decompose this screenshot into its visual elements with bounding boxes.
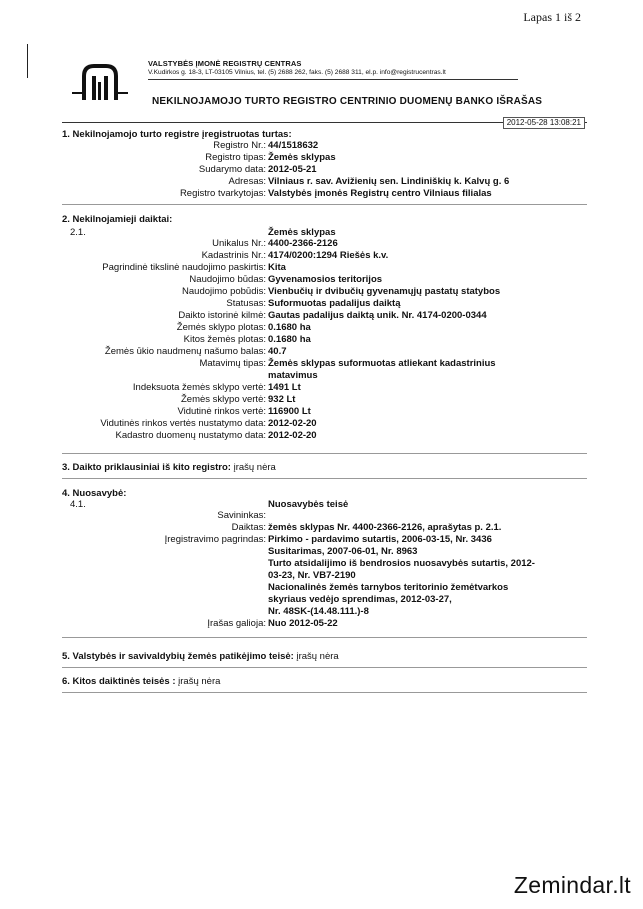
basis-line: Turto atsidalijimo iš bendrosios nuosavybės sutartis, 2012- — [268, 558, 535, 569]
field-label: Registro Nr.: — [213, 140, 266, 151]
field-label: Matavimų tipas: — [199, 358, 266, 369]
field-value: 0.1680 ha — [268, 334, 311, 345]
section3-rule — [62, 478, 587, 479]
field-label: Registro tvarkytojas: — [179, 188, 266, 199]
field-value: Gautas padalijus daiktą unik. Nr. 4174-0200-0344 — [268, 310, 487, 321]
field-label: Vidutinės rinkos vertės nustatymo data: — [100, 418, 266, 429]
field-row — [0, 152, 643, 163]
basis-line-row — [0, 534, 643, 545]
field-row — [0, 382, 643, 393]
basis-line: Pirkimo - pardavimo sutartis, 2006-03-15, Nr. 3436 — [268, 534, 492, 545]
basis-line-row — [0, 570, 643, 581]
section6-heading — [62, 676, 220, 687]
document-title: NEKILNOJAMOJO TURTO REGISTRO CENTRINIO DUOMENŲ BANKO IŠRAŠAS — [152, 96, 543, 107]
field-label: Unikalus Nr.: — [212, 238, 266, 249]
field-value: Gyvenamosios teritorijos — [268, 274, 383, 285]
field-label: Registro tipas: — [205, 152, 266, 163]
section4-rule — [62, 637, 587, 638]
basis-line-row — [0, 546, 643, 557]
field-row — [0, 250, 643, 261]
field-value: 0.1680 ha — [268, 322, 311, 333]
section4-item-number: 4.1. — [70, 499, 86, 510]
section3-heading — [62, 462, 276, 473]
valid-label: Įrašas galioja: — [207, 618, 266, 629]
field-label: Žemės sklypo vertė: — [181, 394, 266, 405]
field-label: Vidutinė rinkos vertė: — [177, 406, 266, 417]
field-value: 4174/0200:1294 Riešės k.v. — [268, 250, 389, 261]
section2-item-number: 2.1. — [70, 227, 86, 238]
object-label: Daiktas: — [231, 522, 266, 533]
field-label: Žemės ūkio naudmenų našumo balas: — [104, 346, 266, 357]
section3-heading-text: 3. Daikto priklausiniai iš kito registro: — [62, 462, 231, 473]
organization-address: V.Kudirkos g. 18-3, LT-03105 Vilnius, tel. (5) 2688 262, faks. (5) 2688 311, el.p. info@registrucentras.lt — [148, 69, 446, 76]
valid-value: Nuo 2012-05-22 — [268, 618, 338, 629]
field-value: 2012-02-20 — [268, 418, 317, 429]
field-value: Kita — [268, 262, 286, 273]
basis-line-row — [0, 558, 643, 569]
basis-line: Nr. 48SK-(14.48.111.)-8 — [268, 606, 369, 617]
field-value: 4400-2366-2126 — [268, 238, 338, 249]
field-label: Naudojimo pobūdis: — [182, 286, 266, 297]
field-value: Žemės sklypas suformuotas atliekant kadastrinius — [268, 358, 496, 369]
field-row — [0, 176, 643, 187]
field-row — [0, 238, 643, 249]
section6-rule — [62, 692, 587, 693]
object-row — [0, 522, 643, 533]
section3-value: įrašų nėra — [233, 462, 276, 473]
field-label: Sudarymo data: — [198, 164, 266, 175]
field-row — [0, 346, 643, 357]
basis-line-row — [0, 606, 643, 617]
field-row-continuation — [0, 370, 643, 381]
field-value: Žemės sklypas — [268, 152, 336, 163]
basis-line-row — [0, 594, 643, 605]
field-label: Kadastro duomenų nustatymo data: — [115, 430, 266, 441]
watermark: Zemindar.lt — [513, 872, 631, 898]
field-value: 116900 Lt — [268, 406, 311, 417]
section2-rule — [62, 453, 587, 454]
field-label: Naudojimo būdas: — [189, 274, 266, 285]
page-number: Lapas 1 iš 2 — [523, 10, 581, 24]
field-label: Kadastrinis Nr.: — [201, 250, 266, 261]
field-row — [0, 262, 643, 273]
field-row — [0, 310, 643, 321]
margin-mark — [27, 44, 28, 78]
field-row — [0, 334, 643, 345]
field-row — [0, 286, 643, 297]
field-value: Vienbučių ir dvibučių gyvenamųjų pastatų statybos — [268, 286, 501, 297]
field-row — [0, 140, 643, 151]
object-value: žemės sklypas Nr. 4400-2366-2126, aprašytas p. 2.1. — [268, 522, 502, 533]
field-row — [0, 188, 643, 199]
section4-heading: 4. Nuosavybė: — [62, 488, 127, 499]
field-label: Žemės sklypo plotas: — [176, 322, 266, 333]
section1-heading: 1. Nekilnojamojo turto registre įregistruotas turtas: — [62, 129, 292, 140]
section5-value: įrašų nėra — [296, 651, 339, 662]
field-value: Valstybės įmonės Registrų centro Vilniaus filialas — [268, 188, 492, 199]
organization-name: VALSTYBĖS ĮMONĖ REGISTRŲ CENTRAS — [148, 59, 302, 68]
field-label: Statusas: — [226, 298, 266, 309]
field-row — [0, 406, 643, 417]
valid-row — [0, 618, 643, 629]
field-row — [0, 298, 643, 309]
section4-item-header — [0, 499, 643, 510]
header-rule — [148, 79, 518, 80]
field-row — [0, 164, 643, 175]
section1-rule — [62, 204, 587, 205]
basis-line: Susitarimas, 2007-06-01, Nr. 8963 — [268, 546, 418, 557]
section6-heading-text: 6. Kitos daiktinės teisės : — [62, 676, 176, 687]
section2-item-title: Žemės sklypas — [268, 227, 336, 238]
basis-line: skyriaus vedėjo sprendimas, 2012-03-27, — [268, 594, 452, 605]
field-label: Kitos žemės plotas: — [183, 334, 266, 345]
extract-timestamp: 2012-05-28 13:08:21 — [503, 117, 585, 129]
field-label: Indeksuota žemės sklypo vertė: — [132, 382, 266, 393]
field-label: Daikto istorinė kilmė: — [178, 310, 266, 321]
field-row — [0, 322, 643, 333]
field-value: 2012-02-20 — [268, 430, 317, 441]
basis-line: Nacionalinės žemės tarnybos teritorinio žemėtvarkos — [268, 582, 509, 593]
field-label: Pagrindinė tikslinė naudojimo paskirtis: — [102, 262, 266, 273]
owner-row — [0, 510, 643, 521]
field-row — [0, 358, 643, 369]
field-value: 2012-05-21 — [268, 164, 317, 175]
section5-rule — [62, 667, 587, 668]
field-row — [0, 274, 643, 285]
field-row — [0, 430, 643, 441]
field-value: Vilniaus r. sav. Avižienių sen. Lindiniškių k. Kalvų g. 6 — [268, 176, 510, 187]
basis-line: 03-23, Nr. VB7-2190 — [268, 570, 356, 581]
section2-heading: 2. Nekilnojamieji daiktai: — [62, 214, 173, 225]
section5-heading-text: 5. Valstybės ir savivaldybių žemės patikėjimo teisė: — [62, 651, 294, 662]
field-row — [0, 418, 643, 429]
section5-heading — [62, 651, 339, 662]
field-row — [0, 394, 643, 405]
field-value-continuation: matavimus — [268, 370, 318, 381]
field-label: Adresas: — [228, 176, 266, 187]
section4-item-title: Nuosavybės teisė — [268, 499, 349, 510]
section2-item-header — [0, 227, 643, 238]
owner-label: Savininkas: — [217, 510, 266, 521]
basis-label: Įregistravimo pagrindas: — [164, 534, 266, 545]
field-value: 44/1518632 — [268, 140, 319, 151]
field-value: 1491 Lt — [268, 382, 301, 393]
registru-centras-logo — [70, 62, 130, 102]
section6-value: įrašų nėra — [178, 676, 221, 687]
basis-line-row — [0, 582, 643, 593]
field-value: 40.7 — [268, 346, 287, 357]
field-value: 932 Lt — [268, 394, 296, 405]
field-value: Suformuotas padalijus daiktą — [268, 298, 401, 309]
